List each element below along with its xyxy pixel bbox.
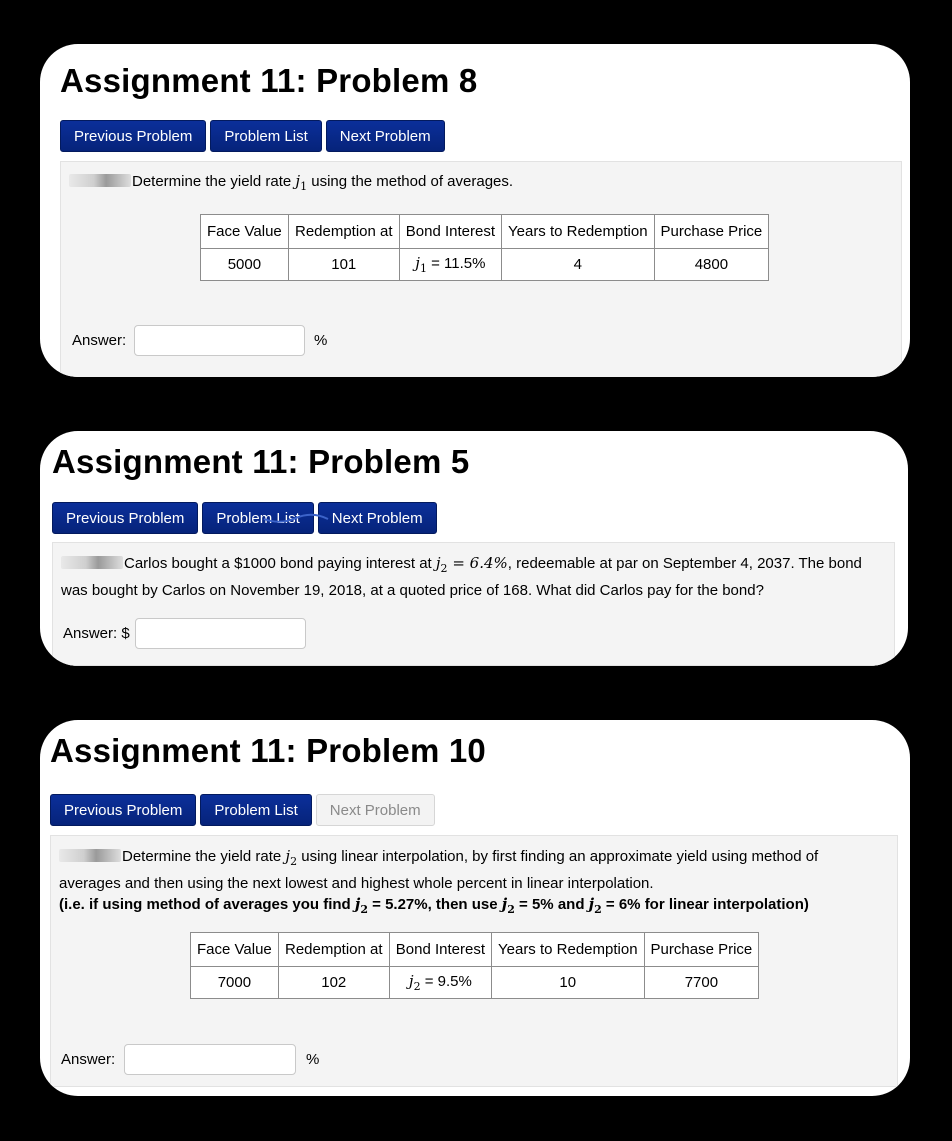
problem-panel <box>50 835 898 1087</box>
page-title: Assignment 11: Problem 5 <box>52 443 470 480</box>
answer-label: Answer: <box>61 1051 116 1068</box>
problem-8-card <box>40 44 910 377</box>
previous-problem-button[interactable]: Previous Problem <box>60 120 206 152</box>
problem-10-card <box>40 720 910 1096</box>
bond-data-table <box>190 932 759 999</box>
cell-purchase-price: 4800 <box>654 249 769 281</box>
scribble-mark <box>262 513 332 525</box>
cell-years: 4 <box>502 249 655 281</box>
problem-list-button[interactable]: Problem List <box>202 502 313 534</box>
question-text: Determine the yield rate $j_1$ using the method of averages. <box>69 171 513 198</box>
col-face-value: Face Value <box>201 215 289 249</box>
redacted-avatar <box>61 556 123 569</box>
answer-input[interactable] <box>135 618 306 649</box>
question-text: Determine the yield rate $j_2$ using linear interpolation, by first finding an approximate yield using method of averages and then using the next lowest and highest whole percent in linear interpolation. (i.e. if using method of averages you find $j_2 = 5.27\%$, then use $j_2 = 5\%$ and $j_2 = 6\%$ for linear interpolation) <box>59 847 819 916</box>
next-problem-button[interactable]: Next Problem <box>318 502 437 534</box>
table-header-row <box>201 215 769 249</box>
math-variable: $j_1$ <box>295 172 308 193</box>
math-variable: $j_2 = 6.4\%$ <box>435 554 508 575</box>
page-title: Assignment 11: Problem 8 <box>60 62 478 99</box>
col-years-to-redemption: Years to Redemption <box>502 215 655 249</box>
table-header-row <box>191 933 759 967</box>
col-face-value: Face Value <box>191 933 279 967</box>
redacted-avatar <box>69 174 131 187</box>
previous-problem-button[interactable]: Previous Problem <box>50 794 196 826</box>
previous-problem-button[interactable]: Previous Problem <box>52 502 198 534</box>
percent-unit: % <box>306 1051 320 1068</box>
table-row <box>191 967 759 999</box>
col-bond-interest: Bond Interest <box>399 215 501 249</box>
next-problem-button[interactable]: Next Problem <box>326 120 445 152</box>
col-purchase-price: Purchase Price <box>644 933 759 967</box>
col-years-to-redemption: Years to Redemption <box>492 933 645 967</box>
cell-redemption: 102 <box>278 967 389 999</box>
cell-redemption: 101 <box>288 249 399 281</box>
question-text: Carlos bought a $1000 bond paying interest at $j_2 = 6.4\%$, redeemable at par on September 4, 2037. The bond was bought by Carlos on November 19, 2018, at a quoted price of 168. What did Carlos pay for the bond? <box>61 554 862 599</box>
cell-years: 10 <box>492 967 645 999</box>
cell-bond-interest: $j_1 = 11.5\%$ <box>399 249 501 281</box>
col-bond-interest: Bond Interest <box>389 933 491 967</box>
problem-nav <box>52 502 437 534</box>
problem-nav <box>50 794 435 826</box>
redacted-avatar <box>59 849 121 862</box>
problem-list-button[interactable]: Problem List <box>200 794 311 826</box>
next-problem-button: Next Problem <box>316 794 435 826</box>
bond-data-table <box>200 214 769 281</box>
col-purchase-price: Purchase Price <box>654 215 769 249</box>
col-redemption: Redemption at <box>288 215 399 249</box>
problem-list-button[interactable]: Problem List <box>210 120 321 152</box>
table-row <box>201 249 769 281</box>
cell-face-value: 5000 <box>201 249 289 281</box>
answer-input[interactable] <box>124 1044 296 1075</box>
answer-label: Answer: <box>72 332 127 349</box>
answer-label: Answer: $ <box>63 625 130 642</box>
problem-panel <box>60 161 902 377</box>
problem-5-card <box>40 431 908 666</box>
page-title: Assignment 11: Problem 10 <box>50 732 486 769</box>
percent-unit: % <box>314 332 328 349</box>
problem-nav <box>60 120 445 152</box>
col-redemption: Redemption at <box>278 933 389 967</box>
cell-purchase-price: 7700 <box>644 967 759 999</box>
math-variable: $j_2$ <box>285 847 298 868</box>
cell-face-value: 7000 <box>191 967 279 999</box>
answer-input[interactable] <box>134 325 305 356</box>
hint-text: (i.e. if using method of averages you find $j_2 = 5.27\%$, then use $j_2 = 5\%$ and $j_2 = 6\%$ for linear interpolation) <box>59 895 809 916</box>
cell-bond-interest: $j_2 = 9.5\%$ <box>389 967 491 999</box>
problem-panel <box>52 542 895 666</box>
